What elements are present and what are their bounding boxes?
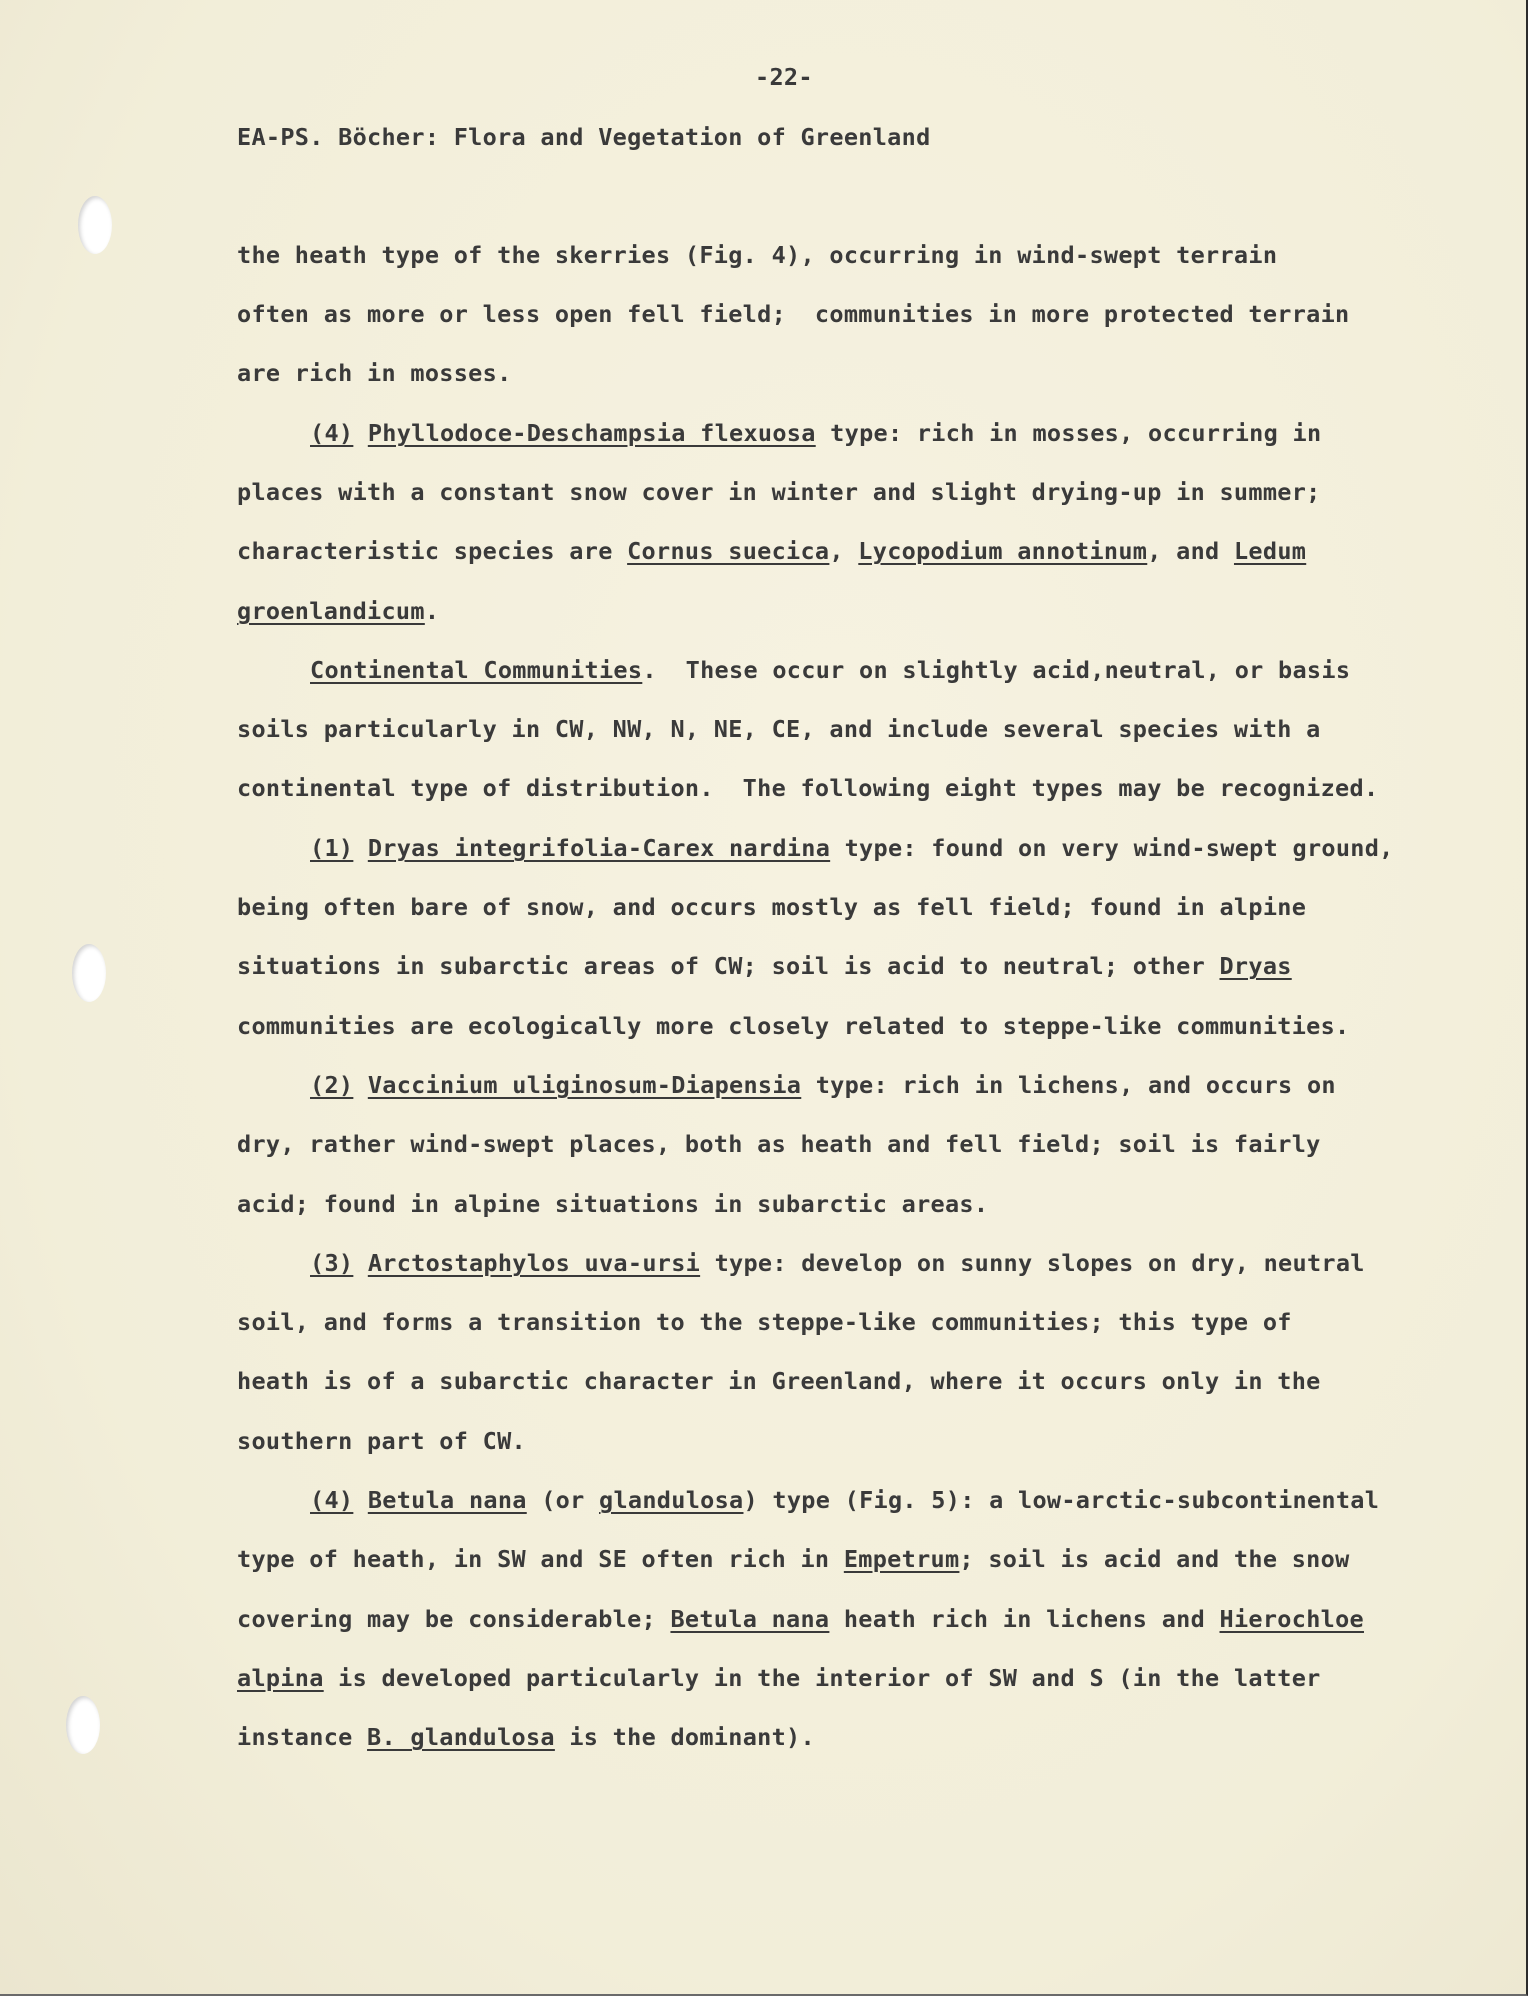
text-line	[237, 1012, 1350, 1040]
underlined-term: (2)	[310, 1071, 354, 1099]
underlined-term: (4)	[310, 419, 354, 447]
punch-hole-top	[78, 196, 112, 254]
text-line	[237, 1723, 815, 1751]
text-line	[237, 359, 512, 387]
text-run: type: found on very wind-swept ground,	[830, 834, 1394, 862]
underlined-term: glandulosa	[599, 1486, 744, 1514]
text-run: communities are ecologically more closely related to steppe-like communities.	[237, 1012, 1350, 1040]
text-line	[237, 774, 1379, 802]
text-run: (or	[526, 1486, 599, 1514]
text-line	[237, 1130, 1321, 1158]
underlined-term: Ledum	[1233, 537, 1307, 565]
text-run	[353, 1249, 367, 1277]
text-line	[310, 1486, 1380, 1514]
text-run: type: develop on sunny slopes on dry, neutral	[700, 1249, 1365, 1277]
text-run	[353, 834, 367, 862]
text-run: characteristic species are	[237, 537, 628, 565]
text-line	[310, 419, 1322, 447]
underlined-term: (1)	[310, 834, 354, 862]
underlined-term: B. glandulosa	[367, 1723, 555, 1751]
text-line	[237, 1545, 1350, 1573]
underlined-term: Dryas	[1219, 952, 1292, 980]
text-line	[237, 478, 1321, 506]
text-run	[353, 1071, 367, 1099]
punch-hole-middle	[72, 944, 106, 1002]
text-run	[353, 1486, 367, 1514]
text-run: soils particularly in CW, NW, N, NE, CE, and include several species with a	[237, 715, 1321, 743]
underlined-term: Cornus suecica	[627, 537, 830, 565]
text-run: ) type (Fig. 5): a low-arctic-subcontinental	[743, 1486, 1380, 1514]
text-line	[237, 1367, 1321, 1395]
underlined-term: (4)	[310, 1486, 354, 1514]
text-run: acid; found in alpine situations in subarctic areas.	[237, 1190, 989, 1218]
text-line	[310, 656, 1351, 684]
text-run: instance	[237, 1723, 368, 1751]
text-run: is developed particularly in the interior of SW and S (in the latter	[323, 1664, 1321, 1692]
text-line	[237, 1308, 1292, 1336]
text-line	[237, 1605, 1364, 1633]
text-run: covering may be considerable;	[237, 1605, 671, 1633]
text-run: ,	[829, 537, 859, 565]
text-line	[237, 300, 1350, 328]
text-line	[237, 1427, 526, 1455]
underlined-term: Dryas integrifolia-Carex nardina	[367, 834, 831, 862]
text-line	[237, 952, 1292, 980]
text-run: often as more or less open fell field; communities in more protected terrain	[237, 300, 1350, 328]
text-run: .	[424, 597, 440, 625]
text-run: type: rich in mosses, occurring in	[815, 419, 1322, 447]
text-run: continental type of distribution. The following eight types may be recognized.	[237, 774, 1379, 802]
underlined-term: alpina	[237, 1664, 324, 1692]
text-run: places with a constant snow cover in winter and slight drying-up in summer;	[237, 478, 1321, 506]
text-line	[310, 1249, 1365, 1277]
text-run: situations in subarctic areas of CW; soil is acid to neutral; other	[237, 952, 1220, 980]
underlined-term: Betula nana	[670, 1605, 830, 1633]
underlined-term: Continental Communities	[310, 656, 643, 684]
text-line	[310, 1071, 1336, 1099]
text-run: type: rich in lichens, and occurs on	[801, 1071, 1336, 1099]
underlined-term: Betula nana	[367, 1486, 527, 1514]
text-run: the heath type of the skerries (Fig. 4), occurring in wind-swept terrain	[237, 241, 1278, 269]
text-run: dry, rather wind-swept places, both as heath and fell field; soil is fairly	[237, 1130, 1321, 1158]
text-run: ; soil is acid and the snow	[959, 1545, 1350, 1573]
underlined-term: (3)	[310, 1249, 354, 1277]
page-number: -22-	[755, 63, 813, 91]
underlined-term: Arctostaphylos uva-ursi	[367, 1249, 701, 1277]
text-run: . These occur on slightly acid,neutral, or basis	[642, 656, 1351, 684]
text-run: heath rich in lichens and	[829, 1605, 1220, 1633]
underlined-term: Hierochloe	[1219, 1605, 1364, 1633]
punch-hole-bottom	[66, 1696, 100, 1754]
text-run: type of heath, in SW and SE often rich in	[237, 1545, 844, 1573]
text-line	[237, 241, 1278, 269]
underlined-term: groenlandicum	[237, 597, 425, 625]
text-line	[237, 1190, 989, 1218]
text-line	[237, 597, 440, 625]
underlined-term: Vaccinium uliginosum-Diapensia	[367, 1071, 802, 1099]
underlined-term: Empetrum	[843, 1545, 960, 1573]
text-run: southern part of CW.	[237, 1427, 526, 1455]
text-line	[237, 715, 1321, 743]
text-run: are rich in mosses.	[237, 359, 512, 387]
text-run: , and	[1147, 537, 1234, 565]
text-run: soil, and forms a transition to the steppe-like communities; this type of	[237, 1308, 1292, 1336]
text-run: being often bare of snow, and occurs mostly as fell field; found in alpine	[237, 893, 1307, 921]
text-run: is the dominant).	[554, 1723, 815, 1751]
text-line	[310, 834, 1394, 862]
underlined-term: Lycopodium annotinum	[858, 537, 1148, 565]
running-header: EA-PS. Böcher: Flora and Vegetation of Greenland	[237, 123, 931, 151]
text-line	[237, 893, 1307, 921]
text-run	[353, 419, 367, 447]
underlined-term: Phyllodoce-Deschampsia flexuosa	[367, 419, 816, 447]
text-line	[237, 537, 1307, 565]
text-line	[237, 1664, 1321, 1692]
text-run: heath is of a subarctic character in Greenland, where it occurs only in the	[237, 1367, 1321, 1395]
